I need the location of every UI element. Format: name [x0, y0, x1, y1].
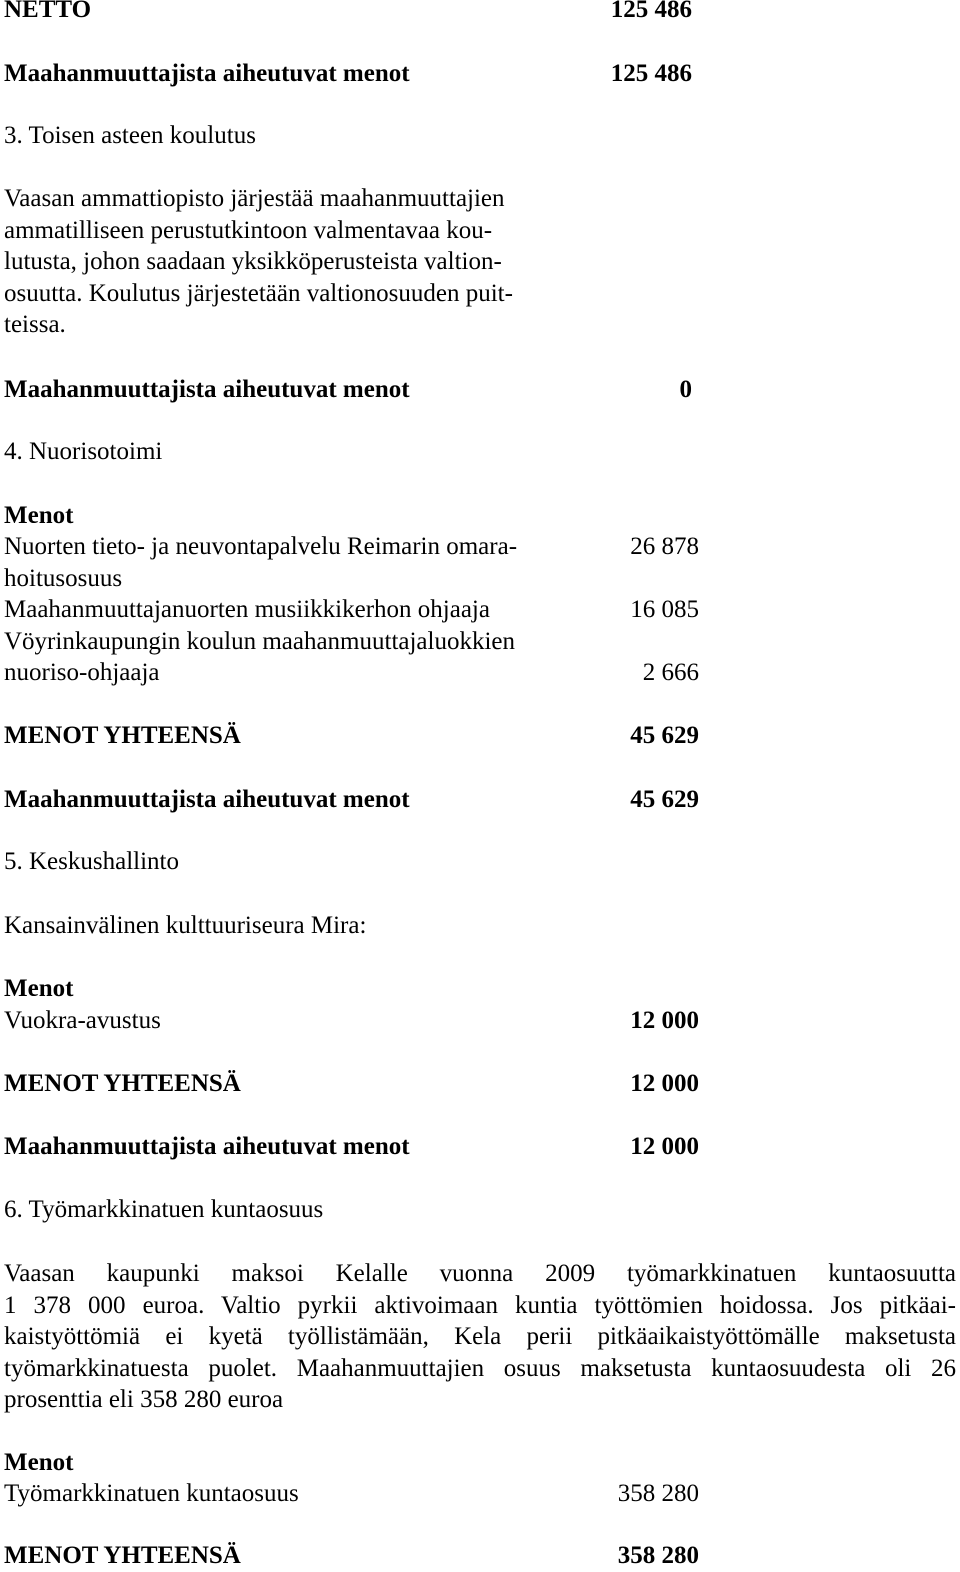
section-6-heading: 6. Työmarkkinatuen kuntaosuus	[4, 1196, 324, 1223]
section-6-para-line: Vaasan kaupunki maksoi Kelalle vuonna 2009 työmarkkinatuen kuntaosuutta	[4, 1260, 956, 1287]
menot-total-label-s6: MENOT YHTEENSÄ	[4, 1542, 241, 1569]
maahan-value-netto: 125 486	[610, 60, 692, 87]
menot-total-label-s5: MENOT YHTEENSÄ	[4, 1070, 241, 1097]
section-6-paragraph	[4, 1258, 956, 1416]
menot-label-s4: Menot	[4, 502, 74, 529]
section-4-heading: 4. Nuorisotoimi	[4, 438, 163, 465]
maahan-label-s4: Maahanmuuttajista aiheutuvat menot	[4, 786, 410, 813]
section-5-heading: 5. Keskushallinto	[4, 848, 179, 875]
netto-label: NETTO	[4, 0, 92, 23]
maahan-label-netto: Maahanmuuttajista aiheutuvat menot	[4, 60, 410, 87]
expense-value: 16 085	[630, 596, 699, 623]
maahan-value-s5: 12 000	[630, 1133, 699, 1160]
section-6-para-line: työmarkkinatuesta puolet. Maahanmuuttajien osuus maksetusta kuntaosuudesta oli 26	[4, 1354, 956, 1382]
expense-value: 12 000	[630, 1007, 699, 1034]
section-3-heading: 3. Toisen asteen koulutus	[4, 122, 256, 149]
expense-item: Vuokra-avustus	[4, 1007, 161, 1034]
maahan-value-s3: 0	[679, 376, 692, 403]
section-3-para-line: Vaasan ammattiopisto järjestää maahanmuuttajien	[4, 185, 505, 212]
expense-value: 26 878	[630, 533, 699, 560]
expense-item: nuoriso-ohjaaja	[4, 659, 160, 686]
maahan-label-s5: Maahanmuuttajista aiheutuvat menot	[4, 1133, 410, 1160]
section-6-para-line: kaistyöttömiä ei kyetä työllistämään, Kela perii pitkäaikaistyöttömälle maksetusta	[4, 1323, 956, 1350]
section-3-para-line: lutusta, johon saadaan yksikköperusteista valtion-	[4, 248, 502, 275]
menot-label-s5: Menot	[4, 975, 74, 1002]
menot-total-value-s6: 358 280	[617, 1542, 699, 1569]
expense-value: 358 280	[617, 1480, 699, 1507]
section-3-para-line: ammatilliseen perustutkintoon valmentavaa kou-	[4, 217, 493, 244]
expense-item: Vöyrinkaupungin koulun maahanmuuttajaluokkien	[4, 628, 516, 655]
section-3-para-line: teissa.	[4, 311, 66, 338]
section-3-para-line: osuutta. Koulutus järjestetään valtionosuuden puit-	[4, 280, 513, 307]
menot-total-value-s5: 12 000	[630, 1070, 699, 1097]
menot-label-s6: Menot	[4, 1449, 74, 1476]
expense-value: 2 666	[642, 659, 699, 686]
menot-total-label-s4: MENOT YHTEENSÄ	[4, 722, 241, 749]
menot-total-value-s4: 45 629	[630, 722, 699, 749]
maahan-label-s3: Maahanmuuttajista aiheutuvat menot	[4, 376, 410, 403]
expense-item: Työmarkkinatuen kuntaosuus	[4, 1480, 299, 1507]
expense-item: hoitusosuus	[4, 565, 123, 592]
expense-item: Maahanmuuttajanuorten musiikkikerhon ohjaaja	[4, 596, 490, 623]
section-6-para-line: prosenttia eli 358 280 euroa	[4, 1386, 284, 1413]
maahan-value-s4: 45 629	[630, 786, 699, 813]
organization-name: Kansainvälinen kulttuuriseura Mira:	[4, 912, 367, 939]
expense-item: Nuorten tieto- ja neuvontapalvelu Reimarin omara-	[4, 533, 518, 560]
netto-value: 125 486	[610, 0, 692, 23]
section-6-para-line: 1 378 000 euroa. Valtio pyrkii aktivoimaan kuntia työttömien hoidossa. Jos pitkäai-	[4, 1291, 956, 1319]
